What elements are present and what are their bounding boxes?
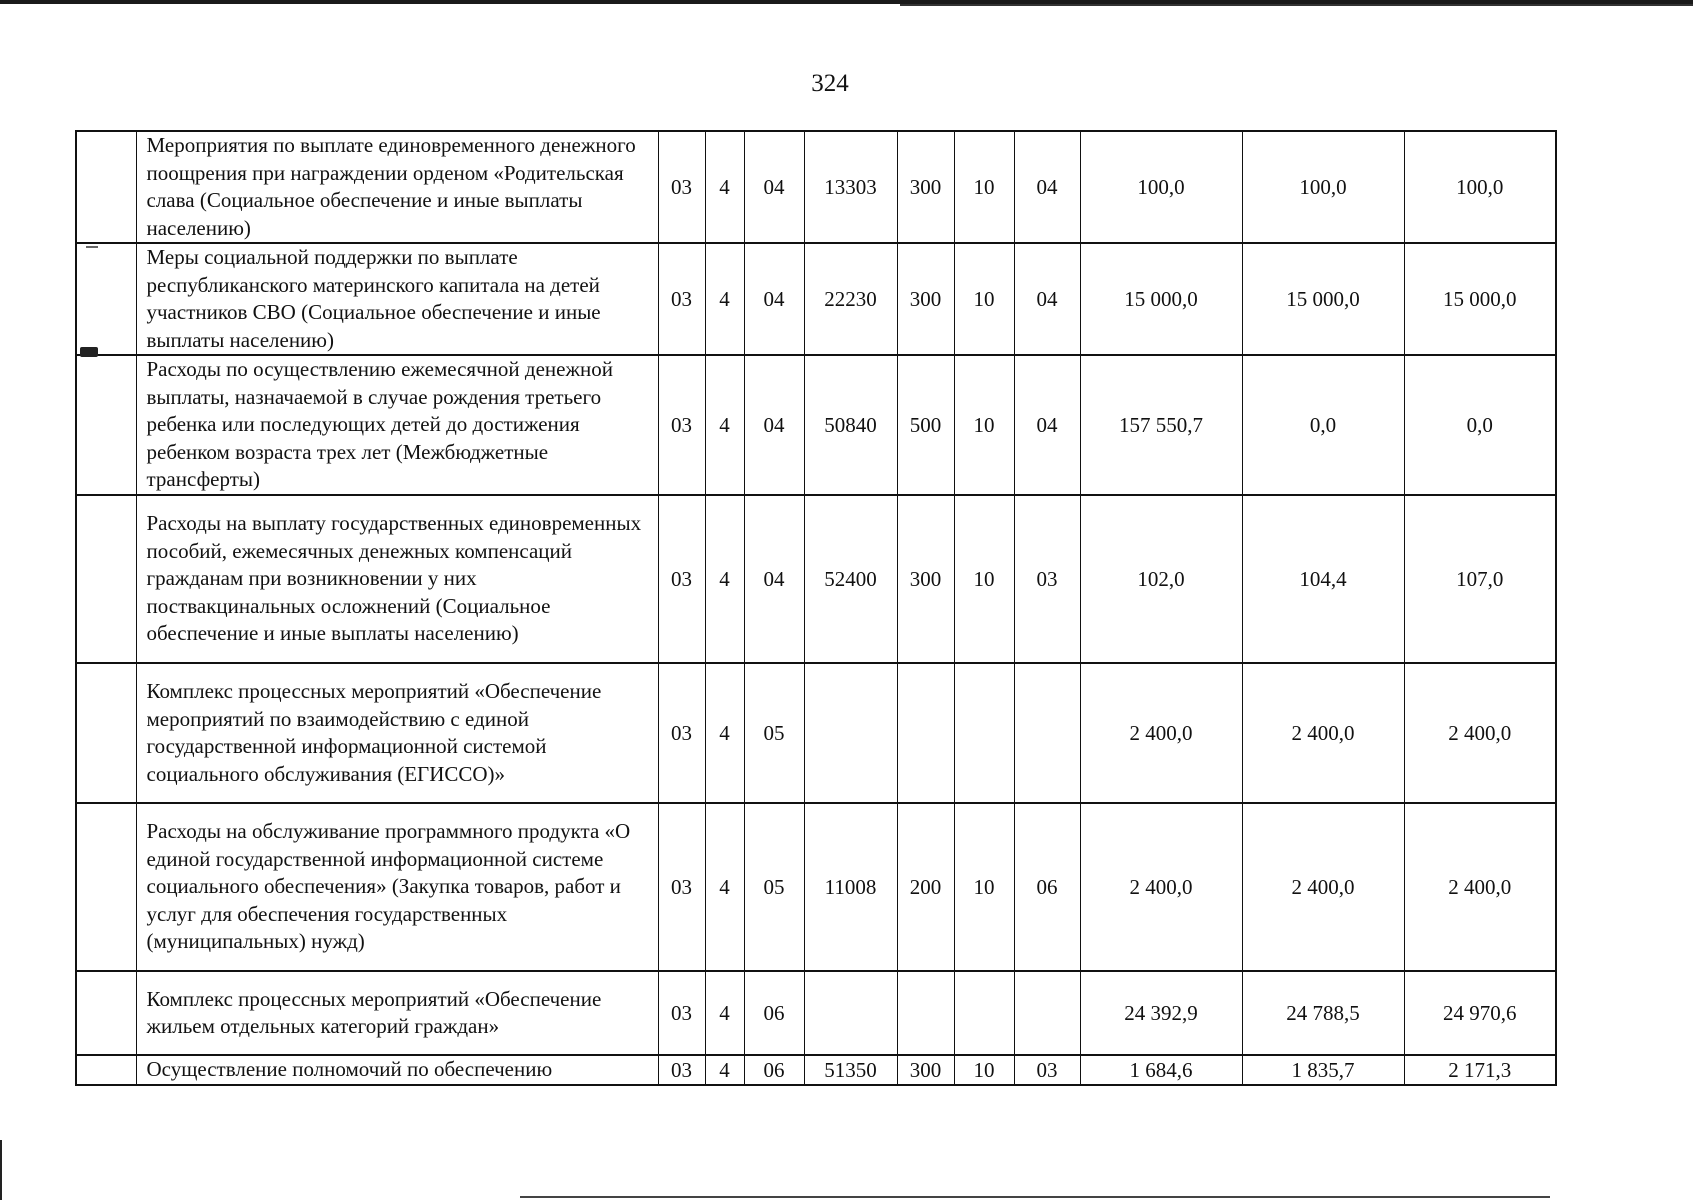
amount-year-3: 2 400,0 <box>1404 803 1556 971</box>
scan-border-left <box>0 1140 2 1200</box>
row-index-cell <box>76 971 136 1055</box>
table-row <box>76 803 1556 971</box>
code-direction: 22230 <box>804 243 897 355</box>
amount-year-2: 15 000,0 <box>1242 243 1404 355</box>
code-type: 4 <box>705 803 744 971</box>
row-index-cell <box>76 663 136 803</box>
code-expense-type <box>897 663 954 803</box>
code-subprogram: 04 <box>744 243 804 355</box>
code-subprogram: 04 <box>744 355 804 495</box>
code-subprogram: 04 <box>744 495 804 663</box>
code-type: 4 <box>705 131 744 243</box>
code-section: 10 <box>954 803 1014 971</box>
row-description: Расходы на выплату государственных единовременных пособий, ежемесячных денежных компенсаций гражданам при возникновении у них поствакцинальных осложнений (Социальное обеспечение и иные выплаты населению) <box>136 495 658 663</box>
table-row <box>76 243 1556 355</box>
code-direction: 50840 <box>804 355 897 495</box>
code-expense-type: 300 <box>897 1055 954 1085</box>
amount-year-3: 100,0 <box>1404 131 1556 243</box>
amount-year-2: 2 400,0 <box>1242 663 1404 803</box>
amount-year-1: 24 392,9 <box>1080 971 1242 1055</box>
code-subsection: 03 <box>1014 1055 1080 1085</box>
code-direction <box>804 663 897 803</box>
amount-year-3: 15 000,0 <box>1404 243 1556 355</box>
code-section: 10 <box>954 495 1014 663</box>
code-program: 03 <box>658 355 705 495</box>
code-direction <box>804 971 897 1055</box>
row-description: Комплекс процессных мероприятий «Обеспечение мероприятий по взаимодействию с единой государственной информационной системой социального обслуживания (ЕГИССО)» <box>136 663 658 803</box>
scan-artifact-mark <box>80 347 98 357</box>
code-subprogram: 05 <box>744 663 804 803</box>
code-expense-type: 300 <box>897 131 954 243</box>
amount-year-3: 2 171,3 <box>1404 1055 1556 1085</box>
code-type: 4 <box>705 495 744 663</box>
code-section: 10 <box>954 355 1014 495</box>
code-section: 10 <box>954 243 1014 355</box>
row-description: Осуществление полномочий по обеспечению <box>136 1055 658 1085</box>
amount-year-3: 0,0 <box>1404 355 1556 495</box>
row-index-cell <box>76 355 136 495</box>
scan-border-top-secondary <box>900 4 1693 6</box>
code-direction: 13303 <box>804 131 897 243</box>
code-subprogram: 06 <box>744 1055 804 1085</box>
code-subsection: 04 <box>1014 131 1080 243</box>
amount-year-3: 107,0 <box>1404 495 1556 663</box>
amount-year-1: 100,0 <box>1080 131 1242 243</box>
table-row <box>76 495 1556 663</box>
code-subsection <box>1014 663 1080 803</box>
code-expense-type: 200 <box>897 803 954 971</box>
row-index-cell <box>76 131 136 243</box>
amount-year-3: 24 970,6 <box>1404 971 1556 1055</box>
table-row <box>76 663 1556 803</box>
code-expense-type: 300 <box>897 495 954 663</box>
code-type: 4 <box>705 971 744 1055</box>
code-section: 10 <box>954 1055 1014 1085</box>
table-row <box>76 1055 1556 1085</box>
code-subprogram: 05 <box>744 803 804 971</box>
amount-year-1: 15 000,0 <box>1080 243 1242 355</box>
amount-year-2: 2 400,0 <box>1242 803 1404 971</box>
row-description: Расходы на обслуживание программного продукта «О единой государственной информационной системе социального обеспечения» (Закупка товаров, работ и услуг для обеспечения государственных (муниципальных) нужд) <box>136 803 658 971</box>
code-subsection: 04 <box>1014 243 1080 355</box>
amount-year-1: 102,0 <box>1080 495 1242 663</box>
row-index-cell <box>76 1055 136 1085</box>
code-program: 03 <box>658 1055 705 1085</box>
budget-table <box>75 130 1557 1086</box>
amount-year-2: 1 835,7 <box>1242 1055 1404 1085</box>
code-subsection: 06 <box>1014 803 1080 971</box>
row-description: Расходы по осуществлению ежемесячной денежной выплаты, назначаемой в случае рождения третьего ребенка или последующих детей до достижения ребенком возраста трех лет (Межбюджетные трансферты) <box>136 355 658 495</box>
code-expense-type <box>897 971 954 1055</box>
code-program: 03 <box>658 663 705 803</box>
code-subprogram: 04 <box>744 131 804 243</box>
row-index-cell <box>76 243 136 355</box>
code-type: 4 <box>705 663 744 803</box>
scan-artifact-dash <box>86 246 98 248</box>
code-section <box>954 971 1014 1055</box>
code-program: 03 <box>658 971 705 1055</box>
code-subprogram: 06 <box>744 971 804 1055</box>
table-row <box>76 131 1556 243</box>
amount-year-2: 100,0 <box>1242 131 1404 243</box>
code-program: 03 <box>658 243 705 355</box>
table-row <box>76 355 1556 495</box>
code-type: 4 <box>705 1055 744 1085</box>
code-program: 03 <box>658 495 705 663</box>
amount-year-2: 104,4 <box>1242 495 1404 663</box>
row-description: Мероприятия по выплате единовременного денежного поощрения при награждении орденом «Родительская слава (Социальное обеспечение и иные выплаты населению) <box>136 131 658 243</box>
amount-year-1: 2 400,0 <box>1080 663 1242 803</box>
code-subsection: 03 <box>1014 495 1080 663</box>
code-program: 03 <box>658 803 705 971</box>
code-subsection <box>1014 971 1080 1055</box>
amount-year-2: 0,0 <box>1242 355 1404 495</box>
row-description: Комплекс процессных мероприятий «Обеспечение жильем отдельных категорий граждан» <box>136 971 658 1055</box>
code-subsection: 04 <box>1014 355 1080 495</box>
amount-year-1: 1 684,6 <box>1080 1055 1242 1085</box>
code-direction: 11008 <box>804 803 897 971</box>
code-program: 03 <box>658 131 705 243</box>
table-row <box>76 971 1556 1055</box>
code-type: 4 <box>705 243 744 355</box>
scan-border-bottom <box>520 1196 1550 1198</box>
amount-year-3: 2 400,0 <box>1404 663 1556 803</box>
amount-year-1: 157 550,7 <box>1080 355 1242 495</box>
code-direction: 52400 <box>804 495 897 663</box>
code-type: 4 <box>705 355 744 495</box>
code-expense-type: 500 <box>897 355 954 495</box>
row-description: Меры социальной поддержки по выплате республиканского материнского капитала на детей участников СВО (Социальное обеспечение и иные выплаты населению) <box>136 243 658 355</box>
code-expense-type: 300 <box>897 243 954 355</box>
page-number: 324 <box>811 70 849 97</box>
code-direction: 51350 <box>804 1055 897 1085</box>
row-index-cell <box>76 495 136 663</box>
code-section <box>954 663 1014 803</box>
code-section: 10 <box>954 131 1014 243</box>
amount-year-1: 2 400,0 <box>1080 803 1242 971</box>
row-index-cell <box>76 803 136 971</box>
amount-year-2: 24 788,5 <box>1242 971 1404 1055</box>
